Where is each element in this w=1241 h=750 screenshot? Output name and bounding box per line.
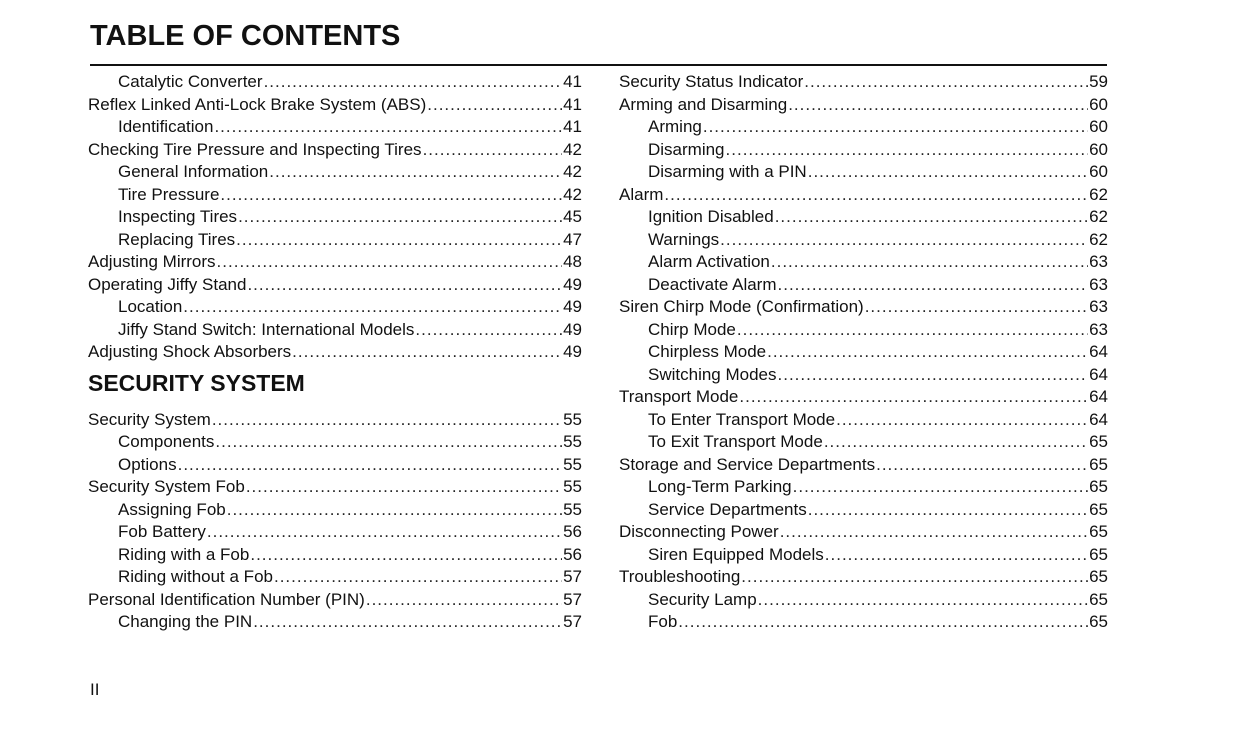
dot-leader	[236, 229, 562, 252]
toc-entry-label: Identification	[118, 117, 214, 136]
toc-entry-page: 65	[1089, 589, 1108, 609]
toc-entry[interactable]	[619, 499, 1108, 522]
dot-leader	[214, 116, 562, 139]
toc-entry-label: Personal Identification Number (PIN)	[88, 589, 365, 609]
toc-entry[interactable]	[619, 251, 1108, 274]
dot-leader	[825, 544, 1088, 567]
dot-leader	[876, 454, 1088, 477]
toc-entry-label: Security Lamp	[648, 589, 757, 609]
toc-entry[interactable]	[619, 161, 1108, 184]
toc-entry[interactable]	[88, 544, 582, 567]
toc-entry-page: 41	[563, 117, 582, 136]
toc-entry-label: Alarm Activation	[648, 252, 770, 271]
toc-entry-page: 45	[563, 207, 582, 226]
toc-entry-label: Arming and Disarming	[619, 94, 788, 114]
dot-leader	[207, 521, 562, 544]
toc-entry-page: 63	[1089, 297, 1108, 316]
toc-entry-label: Reflex Linked Anti-Lock Brake System (ABS)	[88, 94, 427, 114]
toc-entry[interactable]	[619, 184, 1108, 207]
dot-leader	[215, 431, 562, 454]
toc-entry[interactable]	[88, 184, 582, 207]
dot-leader	[269, 161, 562, 184]
dot-leader	[703, 116, 1088, 139]
toc-entry[interactable]	[619, 116, 1108, 139]
dot-leader	[808, 161, 1088, 184]
dot-leader	[366, 589, 562, 612]
toc-entry-page: 48	[563, 252, 582, 271]
dot-leader	[183, 296, 562, 319]
toc-entry[interactable]	[88, 611, 582, 634]
dot-leader	[217, 251, 563, 274]
toc-entry-label: Ignition Disabled	[648, 207, 774, 226]
toc-entry-page: 65	[1089, 477, 1108, 496]
toc-entry-label: Disarming with a PIN	[648, 162, 807, 181]
toc-entry-label: Components	[118, 432, 215, 451]
toc-entry[interactable]	[619, 409, 1108, 432]
dot-leader	[737, 319, 1088, 342]
toc-entry-label: Switching Modes	[648, 364, 777, 384]
toc-entry-page: 57	[563, 589, 582, 609]
toc-entry[interactable]	[619, 296, 1108, 319]
toc-entry-page: 60	[1089, 94, 1108, 114]
toc-entry-label: Operating Jiffy Stand	[88, 274, 247, 294]
toc-entry-page: 56	[563, 544, 582, 564]
dot-leader	[212, 409, 562, 432]
toc-entry[interactable]	[619, 229, 1108, 252]
dot-leader	[741, 566, 1088, 589]
dot-leader	[775, 206, 1088, 229]
toc-entry-page: 56	[563, 522, 582, 541]
toc-entry[interactable]	[619, 341, 1108, 364]
toc-entry[interactable]	[88, 274, 582, 297]
toc-entry-page: 42	[563, 139, 582, 159]
toc-entry-label: Assigning Fob	[118, 499, 226, 519]
toc-entry[interactable]	[88, 139, 582, 162]
dot-leader	[253, 611, 562, 634]
dot-leader	[427, 94, 562, 117]
toc-entry[interactable]	[88, 566, 582, 589]
toc-entry-label: Long-Term Parking	[648, 477, 792, 496]
dot-leader	[250, 544, 562, 567]
toc-entry[interactable]	[619, 476, 1108, 499]
toc-entry-page: 47	[563, 229, 582, 249]
toc-entry-page: 60	[1089, 162, 1108, 181]
toc-list-right	[619, 71, 1108, 634]
dot-leader	[227, 499, 562, 522]
toc-entry[interactable]	[88, 161, 582, 184]
dot-leader	[726, 139, 1089, 162]
toc-entry-page: 65	[1089, 499, 1108, 519]
toc-entry-page: 49	[563, 342, 582, 361]
toc-entry[interactable]	[88, 589, 582, 612]
footer-page-number: II	[90, 680, 100, 699]
toc-entry-page: 55	[563, 477, 582, 496]
toc-entry-page: 57	[563, 567, 582, 586]
toc-entry[interactable]	[619, 364, 1108, 387]
toc-entry-page: 55	[563, 454, 582, 474]
toc-entry-page: 49	[563, 274, 582, 294]
toc-entry-page: 65	[1089, 522, 1108, 541]
dot-leader	[778, 274, 1089, 297]
toc-entry[interactable]	[619, 139, 1108, 162]
toc-entry[interactable]	[619, 431, 1108, 454]
toc-list-top	[88, 71, 582, 364]
dot-leader	[423, 139, 563, 162]
toc-entry[interactable]	[88, 499, 582, 522]
toc-entry[interactable]	[88, 206, 582, 229]
toc-entry[interactable]	[88, 409, 582, 432]
toc-entry-page: 55	[563, 499, 582, 519]
toc-entry-label: Fob	[648, 612, 678, 631]
page-title: TABLE OF CONTENTS	[90, 20, 401, 52]
dot-leader	[246, 476, 562, 499]
toc-list-bottom	[88, 409, 582, 634]
toc-entry-label: Service Departments	[648, 499, 807, 519]
toc-entry-label: Jiffy Stand Switch: International Models	[118, 319, 415, 339]
dot-leader	[264, 71, 563, 94]
toc-entry-label: Inspecting Tires	[118, 207, 238, 226]
toc-entry-page: 64	[1089, 342, 1108, 361]
toc-entry-label: To Enter Transport Mode	[648, 409, 836, 429]
dot-leader	[247, 274, 562, 297]
toc-entry-page: 55	[563, 432, 582, 451]
toc-entry-label: Chirp Mode	[648, 319, 736, 339]
toc-entry[interactable]	[619, 521, 1108, 544]
toc-entry-label: Catalytic Converter	[118, 72, 263, 91]
dot-leader	[793, 476, 1088, 499]
toc-entry-label: Troubleshooting	[619, 567, 741, 586]
toc-entry-label: Disconnecting Power	[619, 522, 779, 541]
toc-entry[interactable]	[88, 341, 582, 364]
dot-leader	[865, 296, 1088, 319]
dot-leader	[292, 341, 562, 364]
toc-entry-page: 49	[563, 319, 582, 339]
toc-entry-page: 65	[1089, 432, 1108, 451]
toc-entry-page: 41	[563, 94, 582, 114]
toc-entry[interactable]	[88, 454, 582, 477]
toc-entry[interactable]	[619, 454, 1108, 477]
dot-leader	[758, 589, 1088, 612]
toc-entry[interactable]	[619, 319, 1108, 342]
dot-leader	[739, 386, 1088, 409]
toc-entry[interactable]	[619, 206, 1108, 229]
toc-entry-label: Storage and Service Departments	[619, 454, 876, 474]
dot-leader	[780, 521, 1088, 544]
toc-entry-label: To Exit Transport Mode	[648, 432, 823, 451]
toc-entry-page: 55	[563, 409, 582, 429]
toc-entry-page: 64	[1089, 409, 1108, 429]
dot-leader	[788, 94, 1088, 117]
left-column	[88, 71, 582, 634]
toc-entry[interactable]	[619, 71, 1108, 94]
toc-entry-label: Security System	[88, 409, 211, 429]
toc-entry[interactable]	[88, 251, 582, 274]
toc-entry-label: Siren Chirp Mode (Confirmation)	[619, 297, 864, 316]
toc-entry[interactable]	[88, 319, 582, 342]
toc-entry-page: 57	[563, 612, 582, 631]
toc-entry-page: 60	[1089, 117, 1108, 136]
toc-entry-label: Replacing Tires	[118, 229, 236, 249]
dot-leader	[767, 341, 1088, 364]
toc-entry-page: 60	[1089, 139, 1108, 159]
toc-entry-label: Tire Pressure	[118, 184, 220, 204]
dot-leader	[808, 499, 1088, 522]
toc-entry[interactable]	[619, 589, 1108, 612]
toc-entry-page: 49	[563, 297, 582, 316]
toc-entry[interactable]	[619, 611, 1108, 634]
toc-entry[interactable]	[88, 116, 582, 139]
dot-leader	[824, 431, 1088, 454]
toc-entry-page: 41	[563, 72, 582, 91]
dot-leader	[778, 364, 1089, 387]
toc-entry-page: 63	[1089, 319, 1108, 339]
dot-leader	[804, 71, 1088, 94]
toc-entry-page: 64	[1089, 387, 1108, 406]
toc-entry-page: 42	[563, 162, 582, 181]
toc-entry[interactable]	[88, 71, 582, 94]
toc-entry-label: Adjusting Shock Absorbers	[88, 342, 292, 361]
toc-entry-page: 62	[1089, 184, 1108, 204]
toc-entry[interactable]	[619, 544, 1108, 567]
toc-entry[interactable]	[88, 521, 582, 544]
toc-entry-label: Deactivate Alarm	[648, 274, 777, 294]
toc-entry[interactable]	[88, 476, 582, 499]
section-heading: SECURITY SYSTEM	[88, 369, 305, 396]
dot-leader	[220, 184, 562, 207]
dot-leader	[274, 566, 562, 589]
toc-entry-page: 65	[1089, 454, 1108, 474]
dot-leader	[664, 184, 1088, 207]
toc-entry-page: 62	[1089, 207, 1108, 226]
toc-entry-label: Chirpless Mode	[648, 342, 767, 361]
toc-entry-label: Checking Tire Pressure and Inspecting Tires	[88, 139, 422, 159]
toc-entry[interactable]	[619, 566, 1108, 589]
toc-entry-page: 65	[1089, 567, 1108, 586]
dot-leader	[238, 206, 562, 229]
toc-entry-page: 63	[1089, 252, 1108, 271]
toc-entry-label: Disarming	[648, 139, 725, 159]
toc-entry-page: 63	[1089, 274, 1108, 294]
toc-entry-label: Adjusting Mirrors	[88, 252, 216, 271]
toc-entry-page: 65	[1089, 612, 1108, 631]
toc-entry-page: 42	[563, 184, 582, 204]
dot-leader	[178, 454, 562, 477]
toc-entry-label: Location	[118, 297, 183, 316]
toc-entry[interactable]	[88, 94, 582, 117]
toc-entry-label: Security Status Indicator	[619, 72, 804, 91]
toc-entry[interactable]	[88, 431, 582, 454]
dot-leader	[678, 611, 1088, 634]
toc-entry-label: General Information	[118, 162, 269, 181]
toc-entry-label: Security System Fob	[88, 477, 245, 496]
toc-entry[interactable]	[88, 296, 582, 319]
toc-entry-label: Alarm	[619, 184, 664, 204]
toc-entry-label: Warnings	[648, 229, 720, 249]
toc-entry-label: Transport Mode	[619, 387, 739, 406]
toc-entry-label: Arming	[648, 117, 702, 136]
right-column	[619, 71, 1108, 634]
toc-entry[interactable]	[88, 229, 582, 252]
toc-entry-page: 62	[1089, 229, 1108, 249]
toc-entry-label: Riding without a Fob	[118, 567, 273, 586]
toc-entry-label: Options	[118, 454, 177, 474]
dot-leader	[415, 319, 562, 342]
title-rule	[90, 64, 1107, 66]
toc-entry-page: 59	[1089, 72, 1108, 91]
toc-entry-label: Fob Battery	[118, 522, 206, 541]
toc-entry[interactable]	[619, 274, 1108, 297]
toc-entry-label: Siren Equipped Models	[648, 544, 824, 564]
toc-entry-page: 65	[1089, 544, 1108, 564]
toc-entry[interactable]	[619, 94, 1108, 117]
toc-entry-label: Riding with a Fob	[118, 544, 250, 564]
toc-entry-label: Changing the PIN	[118, 612, 253, 631]
toc-entry[interactable]	[619, 386, 1108, 409]
dot-leader	[836, 409, 1088, 432]
dot-leader	[771, 251, 1088, 274]
toc-entry-page: 64	[1089, 364, 1108, 384]
dot-leader	[720, 229, 1088, 252]
